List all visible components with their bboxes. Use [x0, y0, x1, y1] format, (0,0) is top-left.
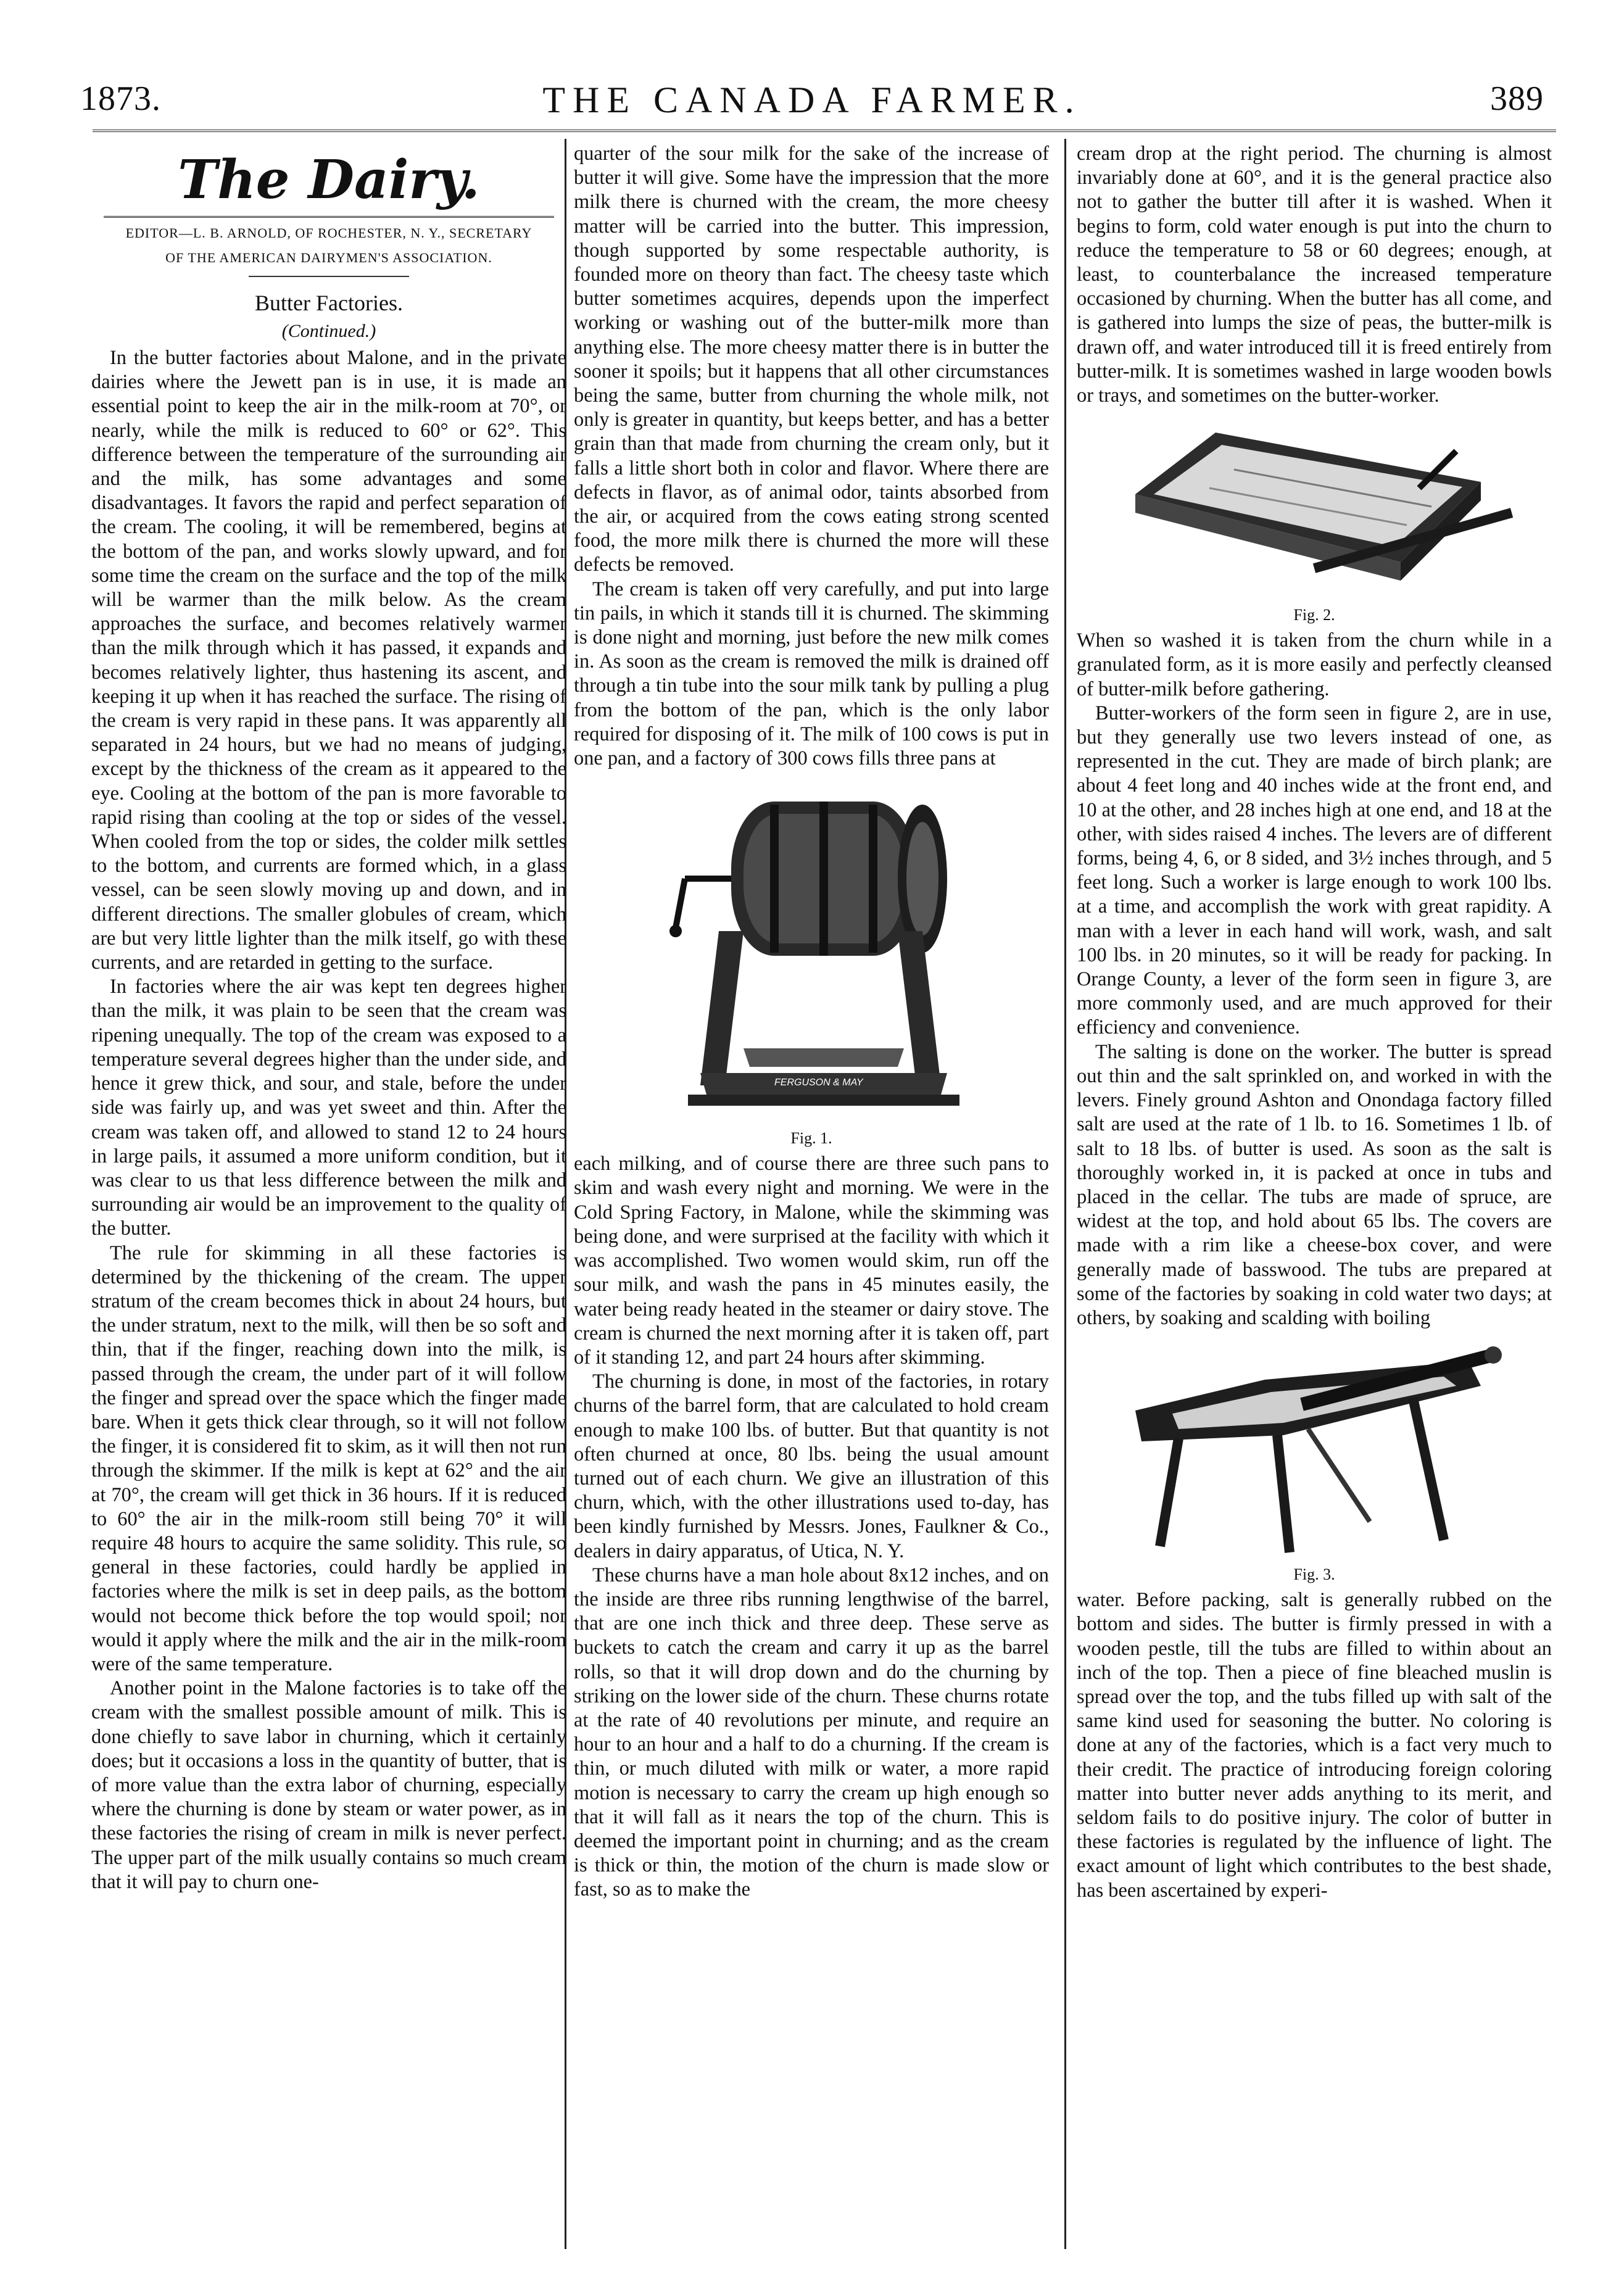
- col3-paragraph-5: water. Before packing, salt is generally rubbed on the bottom and sides. The butter is firmly pressed in with a wooden pestle, till the tubs are filled to within about an inch of the top. Then a piece of fine bleached muslin is spread over the top, and the tubs filled up with salt of the same kind used for seasoning the butter. No coloring is done at any of the factories, which is a fact very much to their credit. The practice of introducing foreign coloring matter into butter never adds anything to its merit, and seldom fails to do positive injury. The color of butter in these factories is regulated by the influence of light. The exact amount of light which contributes to the best shade, has been ascertained by experi-: [1077, 1589, 1552, 1902]
- figure-2-caption: Fig. 2.: [1293, 606, 1335, 624]
- masthead: [74, 79, 1550, 122]
- col3-paragraph-4: The salting is done on the worker. The butter is spread out thin and the salt sprinkled on, and worked in with the levers. Finely ground Ashton and Onondaga factory filled salt are used at the rate of 1 lb. to 16. Sometimes 1 lb. of salt to 18 lbs. of butter is used. As soon as the salt is thoroughly worked in, it is packed at once in tubs and placed in the cellar. The tubs are made of spruce, are widest at the top, and hold about 65 lbs. The covers are made with a rim like a cheese-box cover, and were generally made of basswood. The tubs are prepared at some of the factories by soaking in cold water two days; at others, by soaking and scalding with boiling: [1077, 1040, 1552, 1329]
- col3-paragraph-3: Butter-workers of the form seen in figure 2, are in use, but they generally use two levers instead of one, as represented in the cut. They are made of birch plank; are about 4 feet long and 40 inches wide at the front end, and 10 at the other, and 28 inches high at one end, and 18 at the other, with sides raised 4 inches. The levers are of different forms, being 4, 6, or 8 sided, and 3½ inches through, and 5 feet long. Such a worker is large enough to work 100 lbs. at a time, and accomplish the work with great rapidity. A man with a lever in each hand will work, wash, and salt 100 lbs. in 20 minutes, so it will be ready for packing. In Orange County, a lever of the form seen in figure 3, are more commonly used, and are much approved for their efficiency and convenience.: [1077, 702, 1552, 1039]
- figure-1-caption: Fig. 1.: [790, 1129, 832, 1148]
- col2-paragraph-5: These churns have a man hole about 8x12 inches, and on the inside are three ribs running lengthwise of the barrel, that are one inch thick and three deep. These serve as buckets to catch the cream and carry it up as the barrel rolls, so that it will drop down and do the churning by striking on the lower side of the churn. These churns rotate at the rate of 40 revolutions per minute, and require an hour to an hour and a half to do a churning. If the cream is thin, or much diluted with milk or water, a more rapid motion is necessary to carry the cream up high enough so that it will fall as it nears the top of the churn. This is deemed the important point in churning; and as the cream is thick or thin, the motion of the churn is made slow or fast, so as to make the: [574, 1564, 1049, 1901]
- col1-paragraph-1: In the butter factories about Malone, and in the private dairies where the Jewett pan is in use, it is made an essential point to keep the air in the milk-room at 70°, or nearly, while the milk is reduced to 60° or 62°. This difference between the temperature of the surrounding air and the milk, has some advantages and some disadvantages. It favors the rapid and perfect separation of the cream. The cooling, it will be remembered, begins at the bottom of the pan, and works slowly upward, and for some time the cream on the surface and the top of the milk will be warmer than the milk below. As the cream approaches the surface, and becomes relatively warmer than the milk through which it has passed, it expands and becomes relatively lighter, thus hastening its ascent, and keeping it up when it has reached the surface. The rising of the cream is very rapid in these pans. It was apparently all separated in 24 hours, but we had no means of judging, except by the thickness of the cream as it appeared to the eye. Cooling at the bottom of the pan is more favorable to rapid rising than cooling at the top or sides of the vessel. When cooled from the top or sides, the colder milk settles to the bottom, and currents are formed which, in a glass vessel, can be seen slowly moving up and down, and in different directions. The smaller globules of cream, which are but very little lighter than the milk itself, go with these currents, and are retarded in getting to the surface.: [91, 347, 566, 974]
- column-3: [1077, 142, 1552, 1903]
- col2-paragraph-3: each milking, and of course there are three such pans to skim and wash every night and morning. We were in the Cold Spring Factory, in Malone, while the skimming was being done, and were surprised at the facility with which it was accomplished. Two women would skim, run off the sour milk, and wash the pans in 45 minutes easily, the water being ready heated in the steamer or dairy stove. The cream is churned the next morning after it is taken off, part of it standing 12, and part 24 hours after skimming.: [574, 1153, 1049, 1369]
- masthead-title: THE CANADA FARMER.: [542, 80, 1082, 120]
- column-2: [574, 142, 1049, 1902]
- col2-paragraph-4: The churning is done, in most of the factories, in rotary churns of the barrel form, that are calculated to hold cream enough to make 100 lbs. of butter. But that quantity is not often churned at once, 80 lbs. being the usual amount turned out of each churn. We give an illustration of this churn, which, with the other illustrations used to-day, has been kindly furnished by Messrs. Jones, Faulkner & Co., dealers in dairy apparatus, of Utica, N. Y.: [574, 1370, 1049, 1562]
- department-title: The Dairy.: [178, 149, 480, 211]
- editor-line-2: OF THE AMERICAN DAIRYMEN'S ASSOCIATION.: [165, 250, 492, 265]
- butter-worker-tray-illustration: [1111, 414, 1518, 599]
- barrel-churn-illustration: [651, 777, 972, 1122]
- masthead-page-number: 389: [1490, 80, 1544, 118]
- col3-paragraph-1: cream drop at the right period. The churning is almost invariably done at 60°, and it is the general practice also not to gather the butter till after it is washed. When it begins to form, cold water enough is put into the churn to reduce the temperature to 58 or 60 degrees; enough, at least, to counterbalance the increased temperature occasioned by churning. When the butter has all come, and is gathered into lumps the size of peas, the butter-milk is drawn off, and water introduced till it is freed entirely from butter-milk. It is sometimes washed in large wooden bowls or trays, and sometimes on the butter-worker.: [1077, 143, 1552, 407]
- figure-2-butter-worker-tray: [1111, 414, 1518, 599]
- editor-line-1: EDITOR—L. B. ARNOLD, OF ROCHESTER, N. Y., SECRETARY: [125, 225, 532, 241]
- lever-worker-illustration: [1123, 1336, 1506, 1559]
- col2-paragraph-2: The cream is taken off very carefully, and put into large tin pails, in which it stands till it is churned. The skimming is done night and morning, just before the new milk comes in. As soon as the cream is removed the milk is drained off through a tin tube into the sour milk tank by pulling a plug from the bottom of the pan, which is the only labor required for disposing of it. The milk of 100 cows is put in one pan, and a factory of 300 cows fills three pans at: [574, 578, 1049, 770]
- col1-paragraph-4: Another point in the Malone factories is to take off the cream with the smallest possible amount of milk. This is done chiefly to save labor in churning, which it certainly does; but it occasions a loss in the quantity of butter, that is of more value than the extra labor of churning, especially where the churning is done by steam or water power, as in these factories the rising of cream in milk is never perfect. The upper part of the milk usually contains so much cream that it will pay to churn one-: [91, 1677, 566, 1893]
- masthead-year: 1873.: [80, 80, 161, 118]
- col3-paragraph-2: When so washed it is taken from the churn while in a granulated form, as it is more easily and perfectly cleansed of butter-milk before gathering.: [1077, 629, 1552, 700]
- column-1: [91, 142, 566, 1894]
- article-title: Butter Factories.: [255, 291, 403, 315]
- figure-1-barrel-churn: [651, 777, 972, 1122]
- col1-paragraph-2: In factories where the air was kept ten degrees higher than the milk, it was plain to be seen that the cream was ripening unequally. The top of the cream was exposed to a temperature several degrees higher than the under side, and hence it grew thick, and sour, and stale, before the under side was fairly up, and was yet sweet and thin. After the cream was taken off, and allowed to stand 12 to 24 hours in large pails, it assumed a more uniform condition, but it was clear to us that less difference between the milk and surrounding air would be an improvement to the quality of the butter.: [91, 976, 566, 1240]
- figure-3-lever-worker: [1123, 1336, 1506, 1559]
- department-rule: [104, 216, 554, 218]
- section-rule: [249, 276, 409, 277]
- col1-paragraph-3: The rule for skimming in all these factories is determined by the thickening of the cream. The upper stratum of the cream becomes thick in about 24 hours, but the under stratum, next to the milk, will then be so soft and thin, that if the finger, reaching down into the milk, is passed through the cream, the under part of it will follow the finger and spread over the space which the finger made bare. When it gets thick clear through, so it will not follow the finger, it is considered fit to skim, as it will then not run through the skimmer. If the milk is kept at 62° and the air at 70°, the cream will get thick in 36 hours. If it is reduced to 60° the air in the milk-room still being 70° it will require 48 hours to acquire the same solidity. This rule, so general in these factories, could hardly be applied in factories where the milk is set in deep pails, as the bottom would not become thick before the top would spoil; nor would it apply where the milk and the air in the milk-room were of the same temperature.: [91, 1241, 566, 1675]
- figure-3-caption: Fig. 3.: [1293, 1565, 1335, 1584]
- column-rule-2: [1064, 139, 1066, 2249]
- figure-1-maker-label: FERGUSON & MAY: [774, 1077, 863, 1088]
- col2-paragraph-1: quarter of the sour milk for the sake of the increase of butter it will give. Some have the impression that the more milk there is churned with the cream, the more cheesy matter will be carried into the butter. This impression, though supported by some respectable authority, is founded more on theory than fact. The cheesy taste which butter sometimes acquires, depends upon the imperfect working or washing out of the butter-milk more than anything else. The more cheesy matter there is in butter the sooner it spoils; but it happens that all other circumstances being the same, butter from churning the whole milk, not only is greater in quantity, but keeps better, and has a better grain than that made from churning the cream only, but it falls a little short both in color and flavor. Where there are defects in flavor, as of animal odor, taints absorbed from the air, or acquired from the cows eating strong scented food, the more milk there is churned the more will these defects be removed.: [574, 143, 1049, 576]
- article-continued: (Continued.): [281, 321, 376, 341]
- masthead-rule: [93, 130, 1556, 132]
